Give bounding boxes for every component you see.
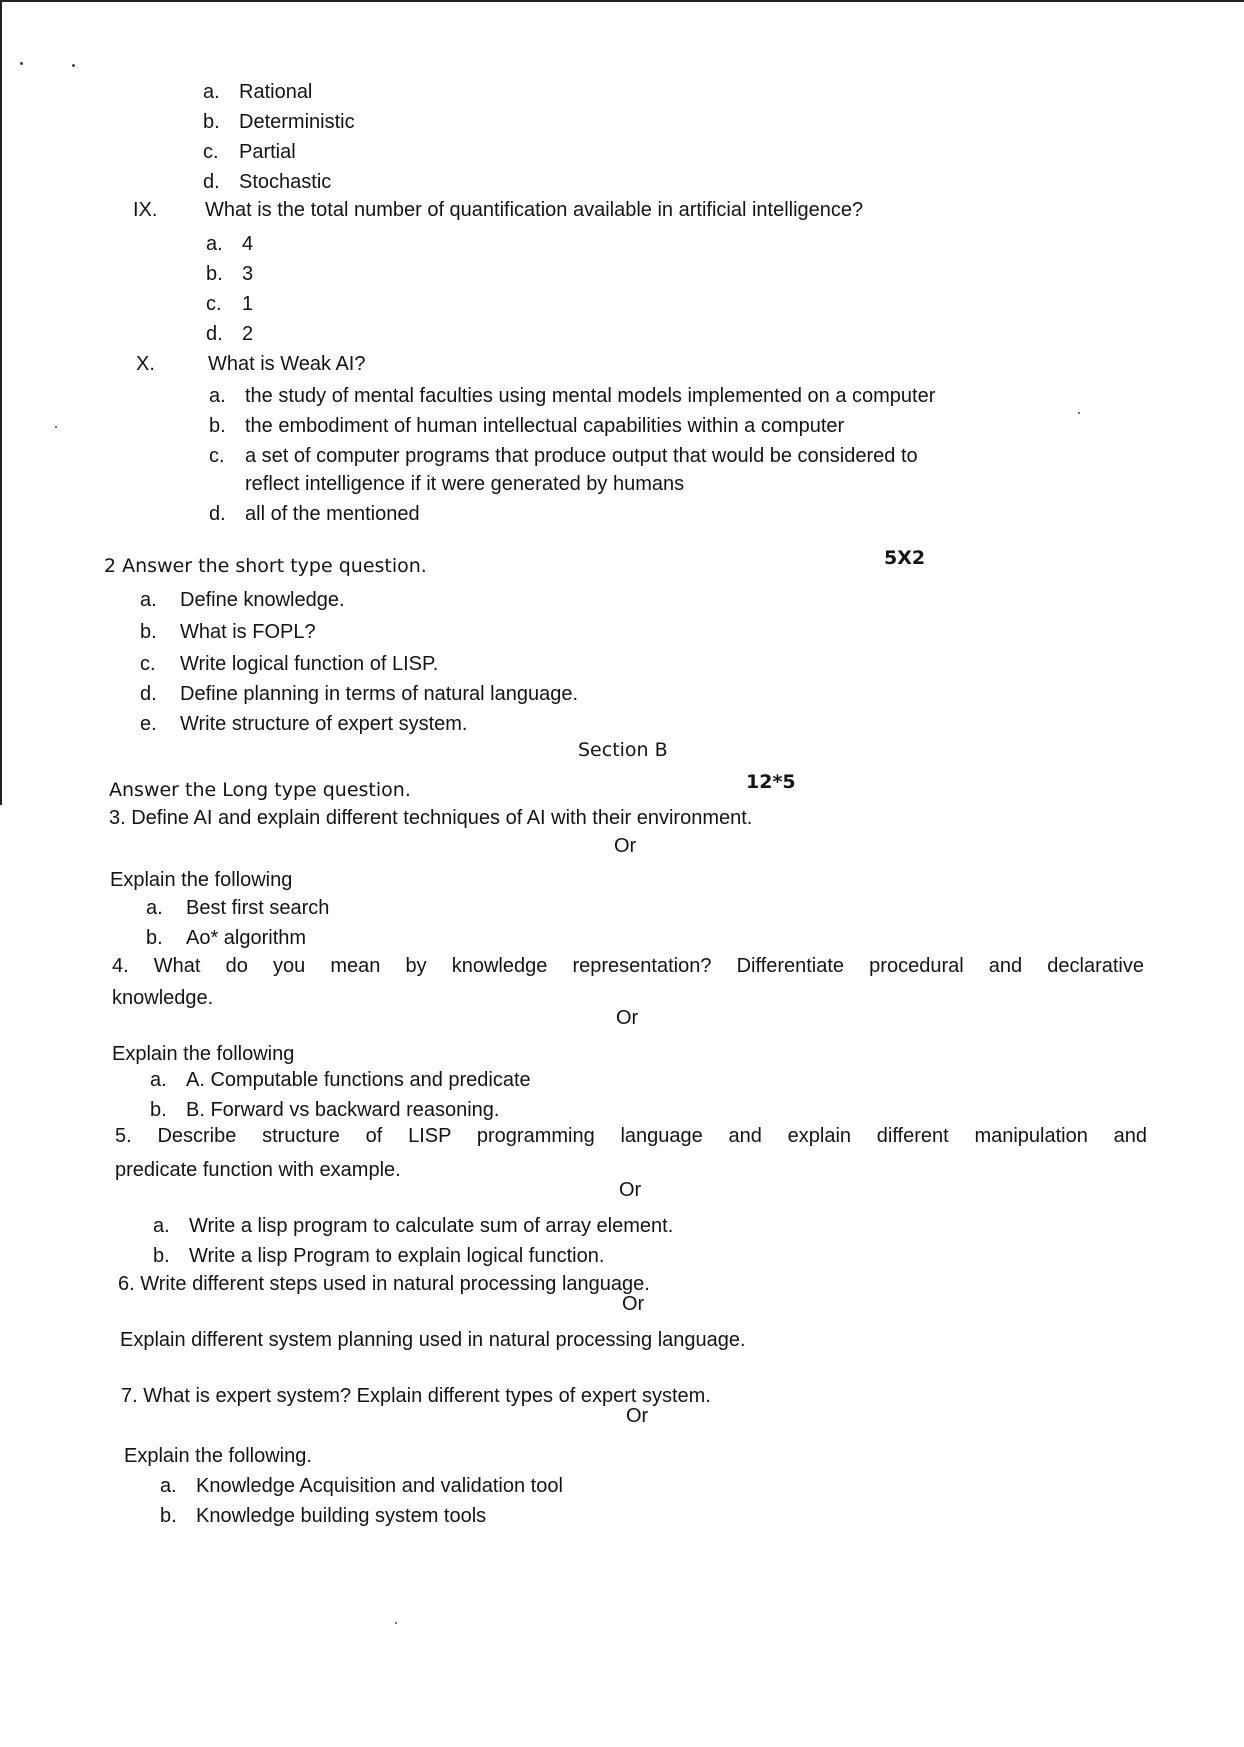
- question-number: IX.: [133, 199, 158, 221]
- item-text: What is FOPL?: [180, 621, 316, 643]
- option-label: a.: [206, 233, 223, 255]
- item-label: c.: [140, 653, 156, 675]
- item-label: a.: [153, 1215, 170, 1237]
- option-label: d.: [203, 171, 220, 193]
- short-question-row: [140, 588, 345, 612]
- question-text: What is Weak AI?: [208, 353, 366, 375]
- q3-or: Or: [614, 835, 637, 857]
- q4-alt-row: [150, 1098, 499, 1122]
- item-text: Write a lisp Program to explain logical function.: [189, 1245, 605, 1267]
- scan-edge-top: [0, 0, 1244, 2]
- item-label: a.: [160, 1475, 177, 1497]
- option-label: c.: [209, 445, 225, 467]
- section-b-instruction: Answer the Long type question.: [109, 779, 411, 801]
- q4-line-2: knowledge.: [112, 987, 214, 1009]
- question-x: [136, 352, 365, 376]
- item-text: Knowledge building system tools: [196, 1505, 487, 1527]
- q6-or: Or: [622, 1293, 645, 1315]
- scan-speck: [20, 62, 23, 65]
- option-label: a.: [209, 385, 226, 407]
- option-row: [206, 322, 253, 346]
- short-question-row: [140, 652, 438, 676]
- item-label: a.: [140, 589, 157, 611]
- option-text: reflect intelligence if it were generated by humans: [245, 473, 685, 495]
- option-text: 4: [242, 233, 254, 255]
- item-text: Define knowledge.: [180, 589, 345, 611]
- option-label: c.: [203, 141, 219, 163]
- option-text: the study of mental faculties using mental models implemented on a computer: [245, 385, 936, 407]
- option-row: [209, 444, 918, 468]
- item-text: Write a lisp program to calculate sum of array element.: [189, 1215, 674, 1237]
- item-label: b.: [153, 1245, 170, 1267]
- q7-alt-row: [160, 1504, 486, 1528]
- option-label: b.: [209, 415, 226, 437]
- item-label: a.: [146, 897, 163, 919]
- q6-text: 6. Write different steps used in natural processing language.: [118, 1273, 650, 1295]
- scan-speck: [72, 64, 75, 67]
- item-text: B. Forward vs backward reasoning.: [186, 1099, 500, 1121]
- item-text: Ao* algorithm: [186, 927, 307, 949]
- item-label: d.: [140, 683, 157, 705]
- q5-alt-row: [153, 1214, 673, 1238]
- item-label: b.: [150, 1099, 167, 1121]
- q3-alt-row: [146, 926, 306, 950]
- option-label: d.: [206, 323, 223, 345]
- q7-text: 7. What is expert system? Explain different types of expert system.: [121, 1385, 711, 1407]
- q7-alt-heading: Explain the following.: [124, 1445, 312, 1467]
- scan-speck: [55, 426, 57, 428]
- scan-edge-left: [0, 0, 2, 805]
- option-label: b.: [203, 111, 220, 133]
- section-b-marks: 12*5: [746, 771, 796, 793]
- option-label: b.: [206, 263, 223, 285]
- scan-speck: [1078, 412, 1080, 414]
- option-text: 1: [242, 293, 254, 315]
- option-row: [203, 80, 312, 104]
- q6-alt: Explain different system planning used in natural processing language.: [120, 1329, 746, 1351]
- option-label: c.: [206, 293, 222, 315]
- option-row: [209, 384, 935, 408]
- option-text: Rational: [239, 81, 313, 103]
- question-number: X.: [136, 353, 155, 375]
- scan-speck: [395, 1622, 397, 1624]
- item-text: Write structure of expert system.: [180, 713, 468, 735]
- item-label: e.: [140, 713, 157, 735]
- q5-line-2: predicate function with example.: [115, 1159, 401, 1181]
- q7-or: Or: [626, 1405, 649, 1427]
- option-row: [203, 110, 355, 134]
- option-row-continued: [209, 472, 684, 496]
- q3-text: 3. Define AI and explain different techniques of AI with their environment.: [109, 807, 753, 829]
- q5-alt-row: [153, 1244, 604, 1268]
- item-text: A. Computable functions and predicate: [186, 1069, 531, 1091]
- item-label: b.: [160, 1505, 177, 1527]
- short-question-row: [140, 620, 316, 644]
- option-text: Partial: [239, 141, 296, 163]
- short-question-row: [140, 682, 578, 706]
- q3-alt-row: [146, 896, 329, 920]
- option-row: [206, 262, 253, 286]
- option-text: 2: [242, 323, 254, 345]
- item-label: b.: [146, 927, 163, 949]
- q2-heading: 2 Answer the short type question.: [104, 555, 427, 577]
- option-text: Stochastic: [239, 171, 332, 193]
- short-question-row: [140, 712, 468, 736]
- option-row: [209, 414, 844, 438]
- item-label: b.: [140, 621, 157, 643]
- option-text: Deterministic: [239, 111, 355, 133]
- q4-alt-heading: Explain the following: [112, 1043, 295, 1065]
- option-text: a set of computer programs that produce output that would be considered to: [245, 445, 918, 467]
- item-text: Write logical function of LISP.: [180, 653, 439, 675]
- option-text: the embodiment of human intellectual capabilities within a computer: [245, 415, 845, 437]
- q3-alt-heading: Explain the following: [110, 869, 293, 891]
- item-text: Define planning in terms of natural language.: [180, 683, 579, 705]
- q2-marks: 5X2: [884, 547, 926, 569]
- option-label: a.: [203, 81, 220, 103]
- option-row: [203, 170, 331, 194]
- option-row: [203, 140, 296, 164]
- item-label: a.: [150, 1069, 167, 1091]
- q5-line-1: 5. Describe structure of LISP programming language and explain different manipulation and: [115, 1125, 1147, 1147]
- option-row: [209, 502, 420, 526]
- item-text: Best first search: [186, 897, 330, 919]
- q5-or: Or: [619, 1179, 642, 1201]
- option-label: d.: [209, 503, 226, 525]
- question-ix: [133, 198, 863, 222]
- option-text: 3: [242, 263, 254, 285]
- option-row: [206, 232, 253, 256]
- q4-or: Or: [616, 1007, 639, 1029]
- option-text: all of the mentioned: [245, 503, 420, 525]
- option-row: [206, 292, 253, 316]
- question-text: What is the total number of quantification available in artificial intelligence?: [205, 199, 864, 221]
- section-b-title: Section B: [578, 739, 668, 761]
- q7-alt-row: [160, 1474, 563, 1498]
- q4-alt-row: [150, 1068, 531, 1092]
- q4-line-1: 4. What do you mean by knowledge representation? Differentiate procedural and declarative: [112, 955, 1144, 977]
- item-text: Knowledge Acquisition and validation tool: [196, 1475, 563, 1497]
